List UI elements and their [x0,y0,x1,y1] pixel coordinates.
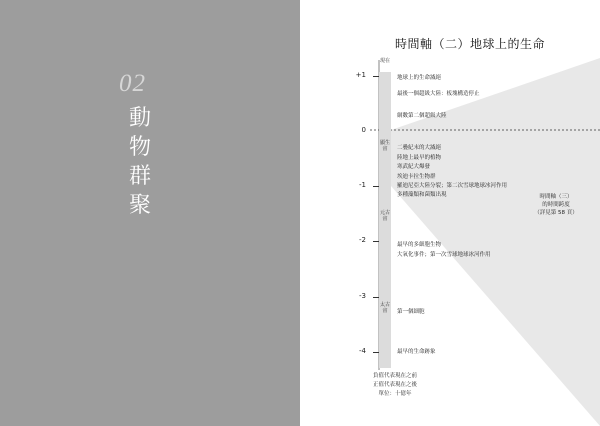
era-label: 元古宙 [380,210,391,222]
axis-tick [373,241,379,242]
axis-tick-label: 0 [361,126,366,134]
axis-tick [373,352,379,353]
side-note [531,193,581,217]
side-note-line: （詳見第 58 頁） [534,210,578,216]
event-label: 寒武紀大爆發 [397,164,431,170]
chapter-title-char: 聚 [128,193,151,218]
event-label: 最早的生命跡象 [397,349,436,355]
axis-tick-label: -4 [359,347,366,355]
event-label: 網數第二個超級大陸 [397,113,447,119]
axis-tick-label: -2 [359,236,366,244]
axis-tick [373,76,379,77]
chapter-title-char: 群 [128,164,151,189]
axis-tick [373,297,379,298]
event-label: 二疊紀末的大滅絕 [397,145,442,151]
era-label: 太古宙 [380,302,391,314]
axis-tick-label: -1 [359,181,366,189]
side-note-line: 時間軸（三） [539,194,573,200]
event-label: 最後一個超級大陸：板塊構造停止 [397,91,480,97]
event-label: 陸地上最早的植物 [397,155,442,161]
footnote-line: 正值代表現在之後 [372,382,417,388]
axis-tick [373,186,379,187]
event-label: 多種藻類和菌類出現 [397,192,447,198]
event-label: 第一個細胞 [397,309,425,315]
chapter-number: 02 [119,70,146,97]
event-label: 埃迪卡拉生物群 [397,174,436,180]
event-label: 最早的多細胞生物 [397,242,442,248]
axis-tick-label: +1 [355,71,366,79]
event-label: 羅迪尼亞大陸分裂；第二次雪球地球冰河作用 [397,183,508,189]
axis-tick-label: -3 [359,292,366,300]
chapter-title-char: 物 [128,135,151,160]
top-label: 現在 [380,58,391,64]
timeline-title: 時間軸（二）地球上的生命 [395,37,546,51]
event-label: 地球上的生命滅絕 [397,75,442,81]
event-label: 大氧化事件；第一次雪球地球冰河作用 [397,252,491,258]
footnote [370,372,420,399]
chapter-title-char: 動 [128,106,151,131]
side-note-line: 的時間跨度 [542,202,570,208]
footnote-line: 單位：十億年 [378,391,412,397]
footnote-line: 負值代表現在之前 [372,373,417,379]
era-label: 顯生宙 [380,140,391,152]
